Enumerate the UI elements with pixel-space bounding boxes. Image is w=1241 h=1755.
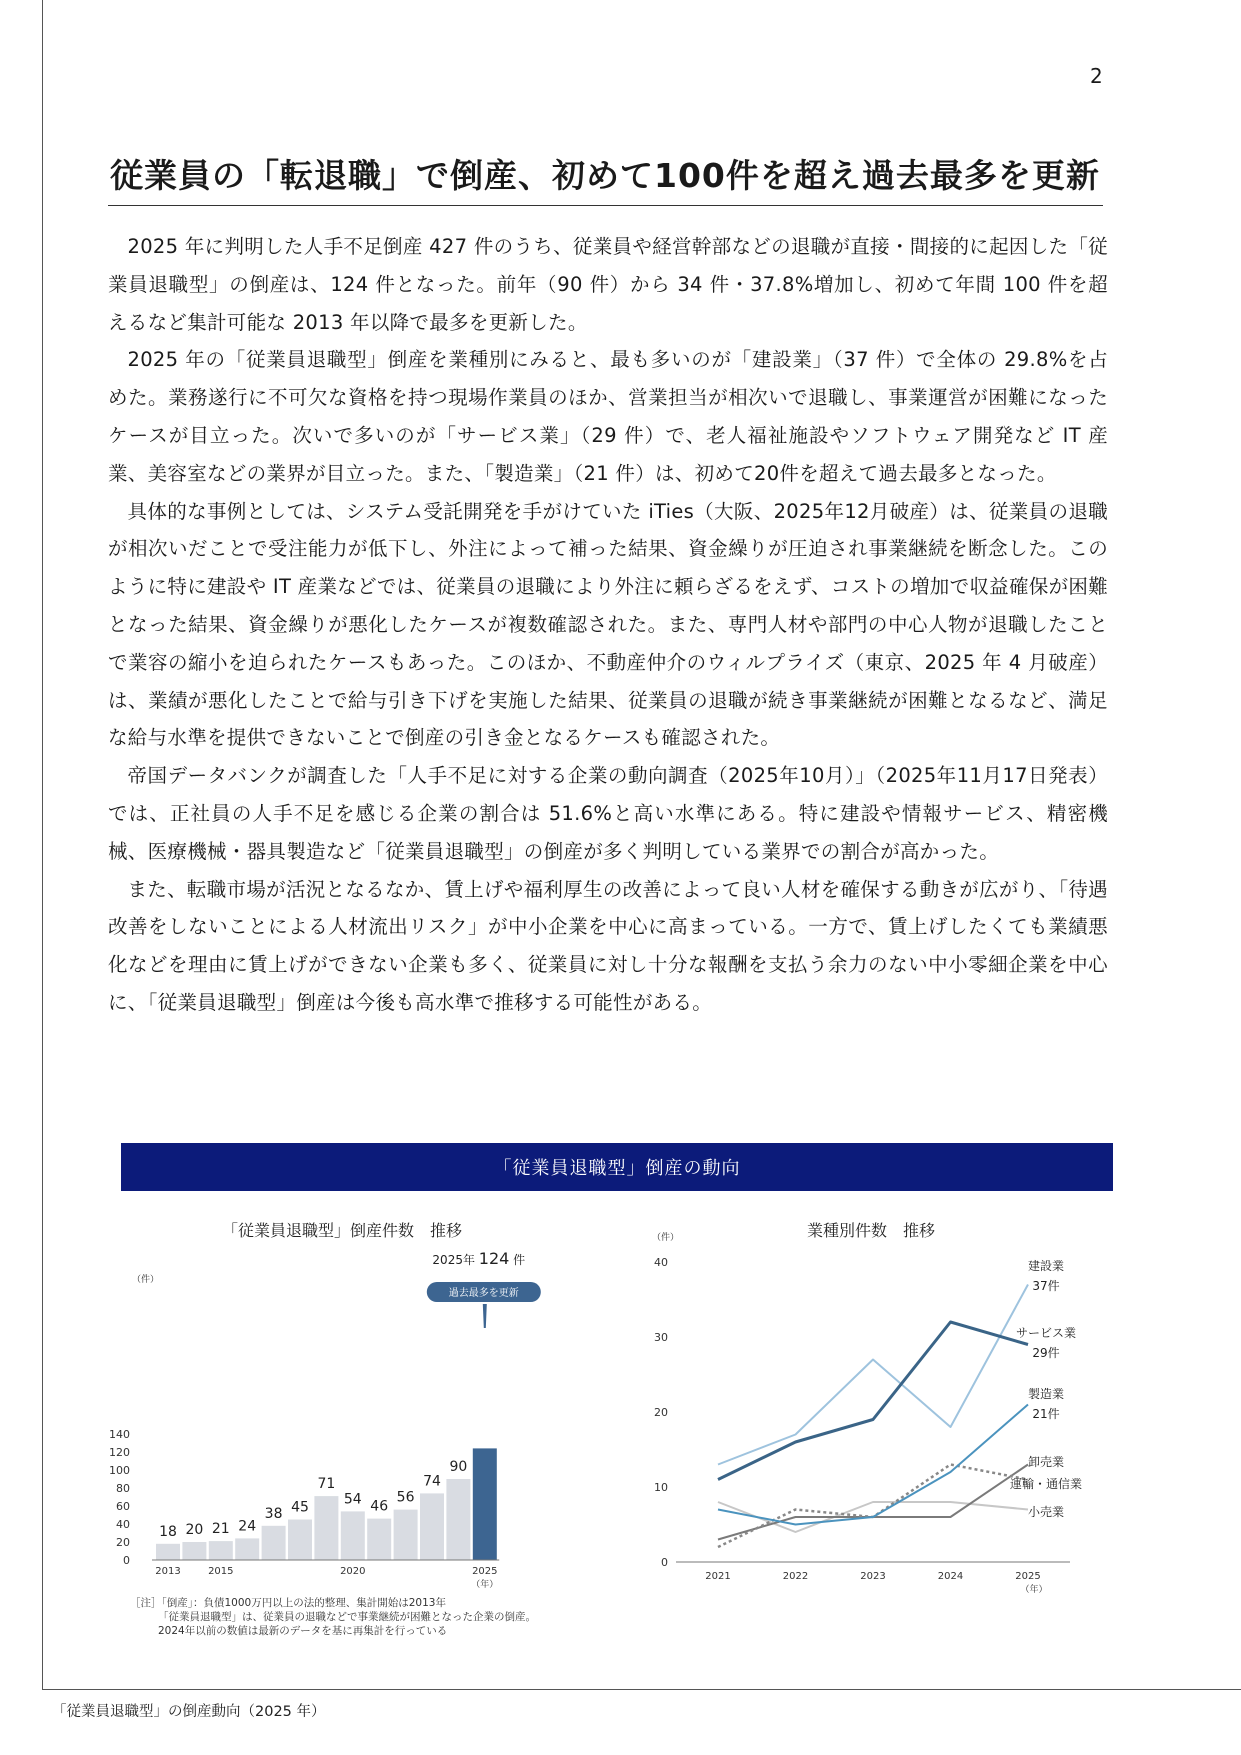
bar-value-label: 18 bbox=[159, 1523, 177, 1540]
bar bbox=[235, 1538, 259, 1560]
y-tick-label: 140 bbox=[109, 1428, 130, 1441]
x-tick-label: 2025 bbox=[1015, 1571, 1041, 1582]
series-count-label: 37件 bbox=[1032, 1279, 1060, 1293]
notes-line: 2024年以前の数値は最新のデータを基に再集計を行っている bbox=[158, 1625, 448, 1637]
bar-value-label: 54 bbox=[343, 1491, 362, 1508]
callout-badge-label: 過去最多を更新 bbox=[448, 1288, 519, 1299]
y-tick-label: 100 bbox=[109, 1464, 130, 1477]
y-tick-label: 40 bbox=[116, 1518, 130, 1531]
bar-value-label: 45 bbox=[291, 1499, 309, 1516]
series-label: 製造業 bbox=[1027, 1387, 1065, 1401]
bar bbox=[288, 1520, 312, 1561]
bar bbox=[473, 1448, 497, 1560]
y-axis-unit: （件） bbox=[132, 1275, 160, 1285]
bar-value-label: 24 bbox=[238, 1518, 257, 1535]
line-chart-title: 業種別件数 推移 bbox=[807, 1221, 936, 1240]
y-tick-label: 30 bbox=[654, 1331, 668, 1344]
x-tick-label: 2022 bbox=[782, 1571, 809, 1582]
y-tick-label: 20 bbox=[116, 1536, 130, 1549]
y-tick-label: 40 bbox=[654, 1256, 668, 1269]
y-tick-label: 10 bbox=[654, 1481, 668, 1494]
series-label: サービス業 bbox=[1015, 1326, 1077, 1340]
page-frame-left bbox=[42, 0, 43, 1690]
bar-value-label: 90 bbox=[449, 1459, 468, 1475]
bar-chart bbox=[109, 1240, 560, 1595]
y-tick-label: 0 bbox=[661, 1556, 668, 1569]
y-tick-label: 120 bbox=[109, 1446, 130, 1459]
x-tick-label: 2013 bbox=[155, 1566, 181, 1577]
bar bbox=[446, 1479, 470, 1560]
paragraph: 帝国データバンクが調査した「人手不足に対する企業の動向調査（2025年10月）」（2025年11月17日発表）では、正社員の人手不足を感じる企業の割合は 51.6%と高い水準にある。特に建設や情報サービス、精密機械、医療機械・器具製造など「従業員退職型」の倒産が多く判明している業界での割合が高かった。 bbox=[108, 764, 1108, 863]
series-count-label: 21件 bbox=[1032, 1407, 1060, 1421]
series-label: 卸売業 bbox=[1027, 1455, 1065, 1469]
x-tick-label: 2025 bbox=[472, 1566, 498, 1577]
page-frame-bottom bbox=[42, 1689, 1241, 1690]
bar bbox=[420, 1493, 444, 1560]
bar-value-label: 74 bbox=[423, 1473, 441, 1490]
series-label: 建設業 bbox=[1027, 1259, 1065, 1273]
x-tick-label: 2023 bbox=[860, 1571, 886, 1582]
bar bbox=[314, 1496, 338, 1560]
notes-line: 「従業員退職型」は、従業員の退職などで事業継続が困難となった企業の倒産。 bbox=[158, 1611, 536, 1623]
notes-prefix: ［注］ bbox=[130, 1597, 162, 1609]
x-axis-unit: （年） bbox=[471, 1580, 499, 1590]
x-tick-label: 2020 bbox=[340, 1566, 366, 1577]
x-tick-label: 2024 bbox=[937, 1571, 964, 1582]
bar-value-label: 20 bbox=[185, 1522, 204, 1538]
callout-text: 2025年 124 件 bbox=[432, 1249, 526, 1268]
series-label: 運輸・通信業 bbox=[1009, 1477, 1083, 1491]
paragraph: 具体的な事例としては、システム受託開発を手がけていた iTies（大阪、2025年12月破産）は、従業員の退職が相次いだことで受注能力が低下し、外注によって補った結果、資金繰りが圧迫され事業継続を断念した。このように特に建設や IT 産業などでは、従業員の退職により外注に頼らざるをえず、コストの増加で収益確保が困難となった結果、資金繰りが悪化したケースが複数確認された。また、専門人材や部門の中心人物が退職したことで業容の縮小を迫られたケースもあった。このほか、不動産仲介のウィルプライズ（東京、2025 年 4 月破産）は、業績が悪化したことで給与引き下げを実施した結果、従業員の退職が続き事業継続が困難となるなど、満足な給与水準を提供できないことで倒産の引き金となるケースも確認された。 bbox=[108, 499, 1109, 750]
bar bbox=[182, 1542, 206, 1560]
bar bbox=[341, 1511, 365, 1560]
notes-line: 「倒産」：負債1000万円以上の法的整理、集計開始は2013年 bbox=[161, 1597, 446, 1609]
article-body bbox=[108, 228, 1108, 1022]
paragraph: 2025 年に判明した人手不足倒産 427 件のうち、従業員や経営幹部などの退職が直接・間接的に起因した「従業員退職型」の倒産は、124 件となった。前年（90 件）から 34 件・37.8%増加し、初めて年間 100 件を超えるなど集計可能な 2013 年以降で最多を更新した。 bbox=[108, 235, 1108, 334]
bar bbox=[394, 1510, 418, 1560]
charts-banner: 「従業員退職型」倒産の動向 bbox=[121, 1143, 1113, 1191]
bar-value-label: 71 bbox=[317, 1476, 336, 1493]
y-tick-label: 20 bbox=[654, 1406, 668, 1419]
title-divider bbox=[108, 205, 1103, 206]
footer-caption: 「従業員退職型」の倒産動向（2025 年） bbox=[52, 1704, 326, 1720]
y-tick-label: 0 bbox=[123, 1554, 130, 1567]
x-axis-unit: （年） bbox=[1020, 1585, 1048, 1595]
paragraph: 2025 年の「従業員退職型」倒産を業種別にみると、最も多いのが「建設業」（37 件）で全体の 29.8%を占めた。業務遂行に不可欠な資格を持つ現場作業員のほか、営業担当が相次いで退職し、事業運営が困難になったケースが目立った。次いで多いのが「サービス業」（29 件）で、老人福祉施設やソフトウェア開発など IT 産業、美容室などの業界が目立った。また、「製造業」（21 件）は、初めて20件を超えて過去最多となった。 bbox=[108, 348, 1109, 485]
page-number: 2 bbox=[1090, 64, 1103, 88]
series-line bbox=[718, 1405, 1028, 1525]
paragraph: また、転職市場が活況となるなか、賃上げや福利厚生の改善によって良い人材を確保する動きが広がり、「待遇改善をしないことによる人材流出リスク」が中小企業を中心に高まっている。一方で、賃上げしたくても業績悪化などを理由に賃上げができない企業も多く、従業員に対し十分な報酬を支払う余力のない中小零細企業を中心に、「従業員退職型」倒産は今後も高水準で推移する可能性がある。 bbox=[108, 877, 1108, 1014]
y-tick-label: 60 bbox=[116, 1500, 130, 1513]
series-label: 小売業 bbox=[1027, 1505, 1065, 1519]
bar bbox=[262, 1526, 286, 1560]
x-tick-label: 2021 bbox=[705, 1571, 731, 1582]
series-line bbox=[718, 1322, 1028, 1480]
callout-pointer bbox=[483, 1304, 487, 1328]
y-axis-unit: （件） bbox=[652, 1233, 680, 1243]
bar bbox=[367, 1519, 391, 1560]
bar-value-label: 21 bbox=[211, 1521, 230, 1538]
bar-chart-title: 「従業員退職型」倒産件数 推移 bbox=[222, 1221, 463, 1240]
x-tick-label: 2015 bbox=[208, 1566, 234, 1577]
line-chart bbox=[640, 1226, 1120, 1596]
bar-value-label: 38 bbox=[264, 1505, 283, 1522]
series-count-label: 29件 bbox=[1032, 1346, 1060, 1360]
series-line bbox=[718, 1285, 1028, 1465]
chart-notes bbox=[130, 1596, 536, 1638]
page-title: 従業員の「転退職」で倒産、初めて100件を超え過去最多を更新 bbox=[110, 156, 1100, 195]
y-tick-label: 80 bbox=[116, 1482, 130, 1495]
bar-value-label: 46 bbox=[370, 1498, 389, 1515]
bar-value-label: 56 bbox=[396, 1489, 415, 1506]
bar bbox=[209, 1541, 233, 1560]
bar bbox=[156, 1544, 180, 1560]
